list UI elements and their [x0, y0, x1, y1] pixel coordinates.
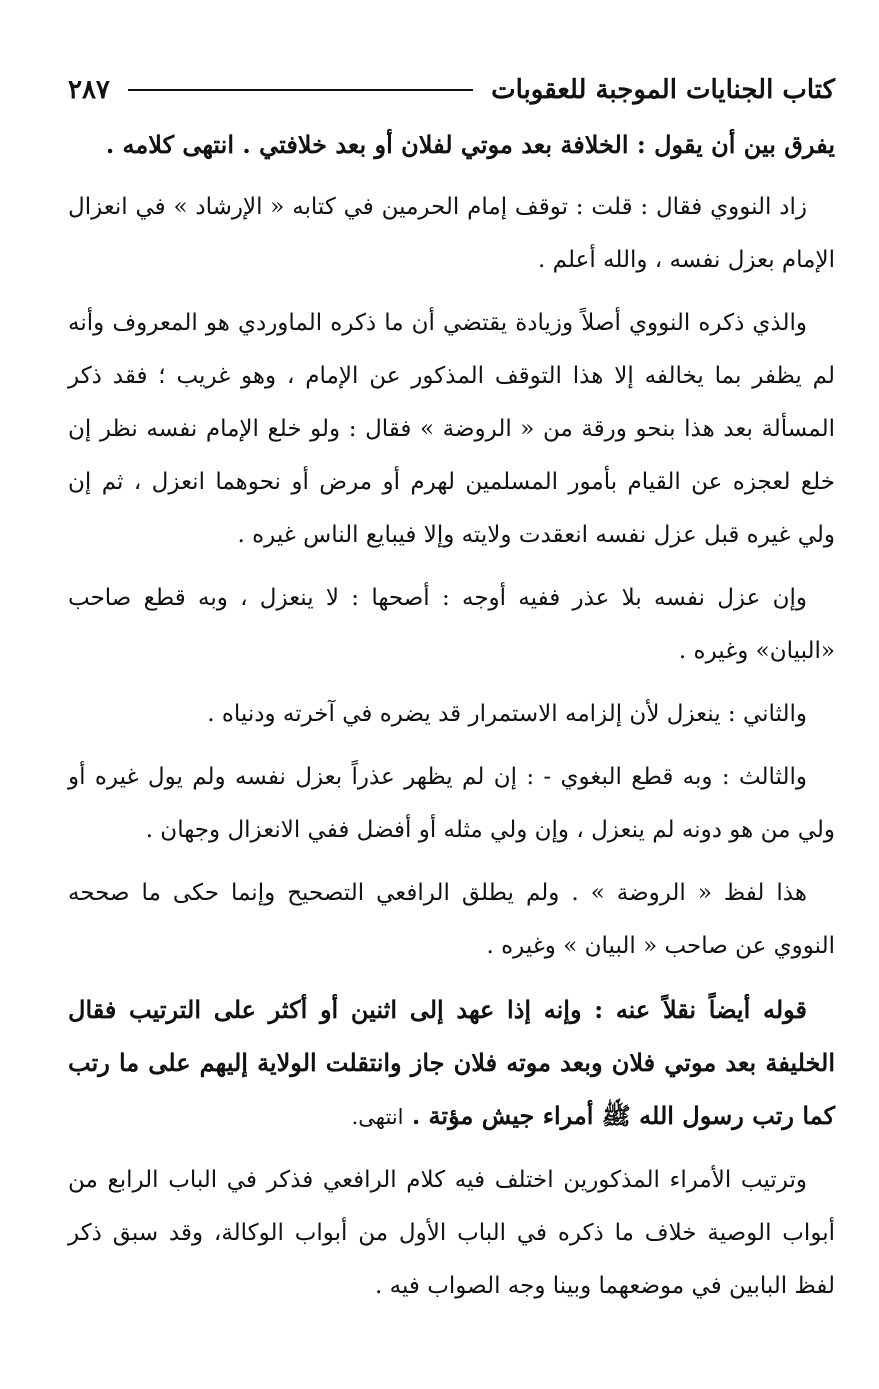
paragraph-2: زاد النووي فقال : قلت : توقف إمام الحرمين في كتابه « الإرشاد » في انعزال الإمام بعزل نفسه ، والله أعلم . [68, 194, 835, 273]
header-rule [128, 89, 473, 91]
paragraph-1: يفرق بين أن يقول : الخلافة بعد موتي لفلان أو بعد خلافتي . انتهى كلامه . [105, 130, 835, 159]
running-header [68, 68, 835, 112]
page-number: ٢٨٧ [68, 75, 110, 105]
paragraph-4: وإن عزل نفسه بلا عذر ففيه أوجه : أصحها : لا ينعزل ، وبه قطع صاحب «البيان» وغيره . [68, 585, 835, 664]
paragraph-5: والثاني : ينعزل لأن إلزامه الاستمرار قد يضره في آخرته ودنياه . [207, 701, 807, 727]
paragraph-8 [68, 983, 835, 1144]
header-title: كتاب الجنايات الموجبة للعقوبات [491, 75, 835, 105]
paragraph-8-tail: انتهى. [351, 1105, 404, 1129]
quoted-text: قوله أيضاً نقلاً عنه : وإنه إذا عهد إلى اثنين أو أكثر على الترتيب فقال الخليفة بعد موتي فلان وبعد موته فلان جاز وانتقلت الولاية إليهم على ما رتب كما رتب رسول الله ﷺ أمراء جيش مؤتة . [68, 995, 835, 1130]
paragraph-9: وترتيب الأمراء المذكورين اختلف فيه كلام الرافعي فذكر في الباب الرابع من أبواب الوصية خلاف ما ذكره في الباب الأول من أبواب الوكالة، وقد سبق ذكر لفظ البابين في موضعهما وبينا وجه الصواب فيه . [68, 1167, 835, 1299]
paragraph-3: والذي ذكره النووي أصلاً وزيادة يقتضي أن ما ذكره الماوردي هو المعروف وأنه لم يظفر بما يخالفه إلا هذا التوقف المذكور عن الإمام ، وهو غريب ؛ فقد ذكر المسألة بعد هذا بنحو ورقة من « الروضة » فقال : ولو خلع الإمام نفسه نظر إن خلع لعجزه عن القيام بأمور المسلمين لهرم أو مرض أو نحوهما انعزل ، ثم إن ولي غيره قبل عزل نفسه انعقدت ولايته وإلا فيبايع الناس غيره . [68, 310, 835, 548]
paragraph-7: هذا لفظ « الروضة » . ولم يطلق الرافعي التصحيح وإنما حكى ما صححه النووي عن صاحب « البيان » وغيره . [68, 880, 835, 959]
paragraph-6: والثالث : وبه قطع البغوي - : إن لم يظهر عذراً بعزل نفسه ولم يول غيره أو ولي من هو دونه لم ينعزل ، وإن ولي مثله أو أفضل ففي الانعزال وجهان . [68, 764, 835, 843]
